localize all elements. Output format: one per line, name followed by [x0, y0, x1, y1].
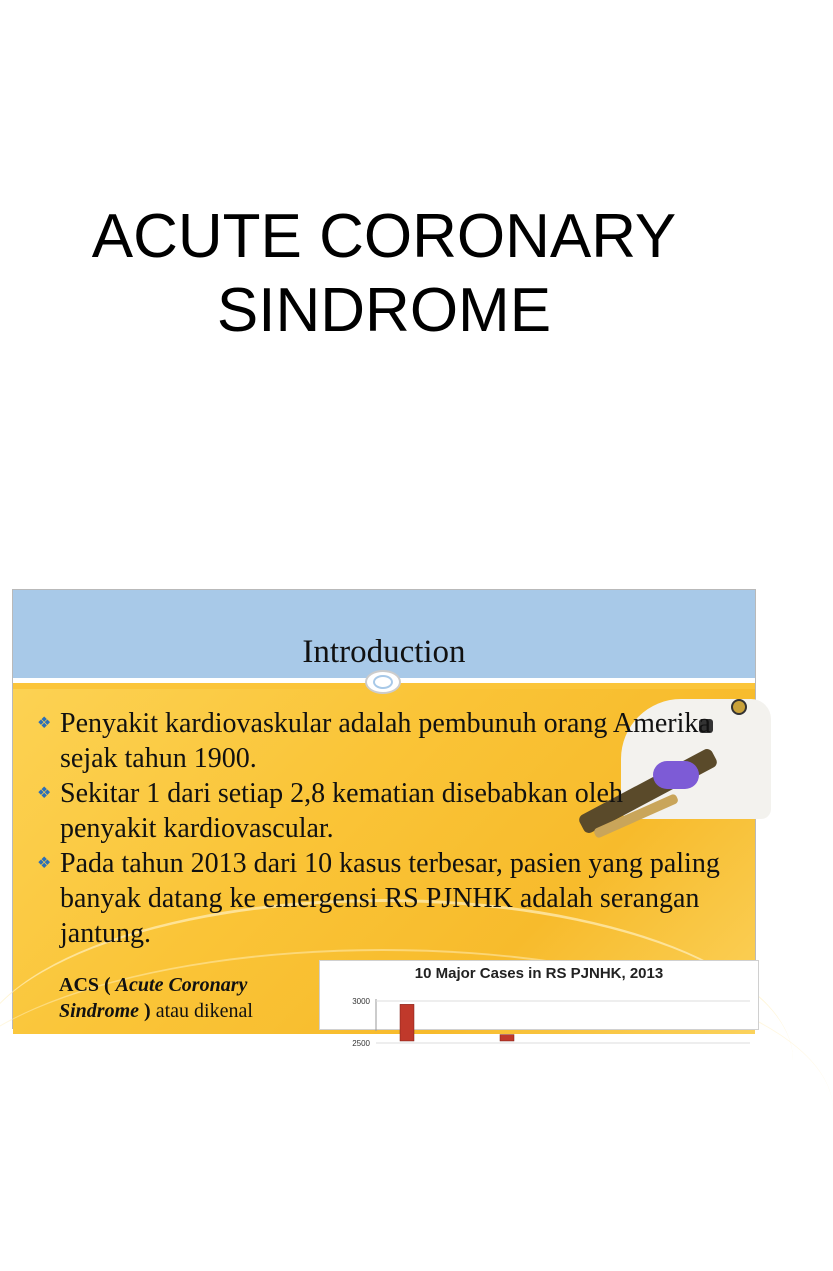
diamond-bullet-icon: ❖: [37, 715, 52, 732]
major-cases-chart: [319, 960, 759, 1048]
acs-definition: ACS ( Acute Coronary Sindrome ) atau dikenal: [59, 974, 253, 1022]
circle-ornament-icon: [365, 670, 401, 694]
title-slide: [0, 0, 768, 576]
list-item: ❖ Penyakit kardiovaskular adalah pembunuh orang Amerika sejak tahun 1900.: [37, 708, 711, 774]
chart-title: 10 Major Cases in RS PJNHK, 2013: [414, 965, 664, 982]
introduction-slide: [12, 589, 756, 1048]
list-item: ❖ Pada tahun 2013 dari 10 kasus terbesar, pasien yang paling banyak datang ke emergensi RS PJNHK adalah serangan jantung.: [37, 848, 720, 949]
diamond-bullet-icon: ❖: [37, 855, 52, 872]
bullet-list: [35, 706, 725, 951]
chart-y-tick-label: 3000: [352, 997, 370, 1006]
slide-title-line-1: ACUTE CORONARY: [91, 202, 677, 271]
slide-title-line-2: SINDROME: [216, 276, 552, 345]
chart-bar: [400, 1004, 414, 1041]
slide-header-band: [13, 590, 755, 681]
chart-plot: [320, 961, 760, 1048]
slide-title: [0, 200, 768, 348]
chart-bar: [500, 1035, 514, 1041]
diamond-bullet-icon: ❖: [37, 785, 52, 802]
chart-y-tick-label: 2500: [352, 1039, 370, 1048]
slide-heading: Introduction: [302, 634, 466, 670]
list-item: ❖ Sekitar 1 dari setiap 2,8 kematian disebabkan oleh penyakit kardiovascular.: [37, 778, 623, 844]
